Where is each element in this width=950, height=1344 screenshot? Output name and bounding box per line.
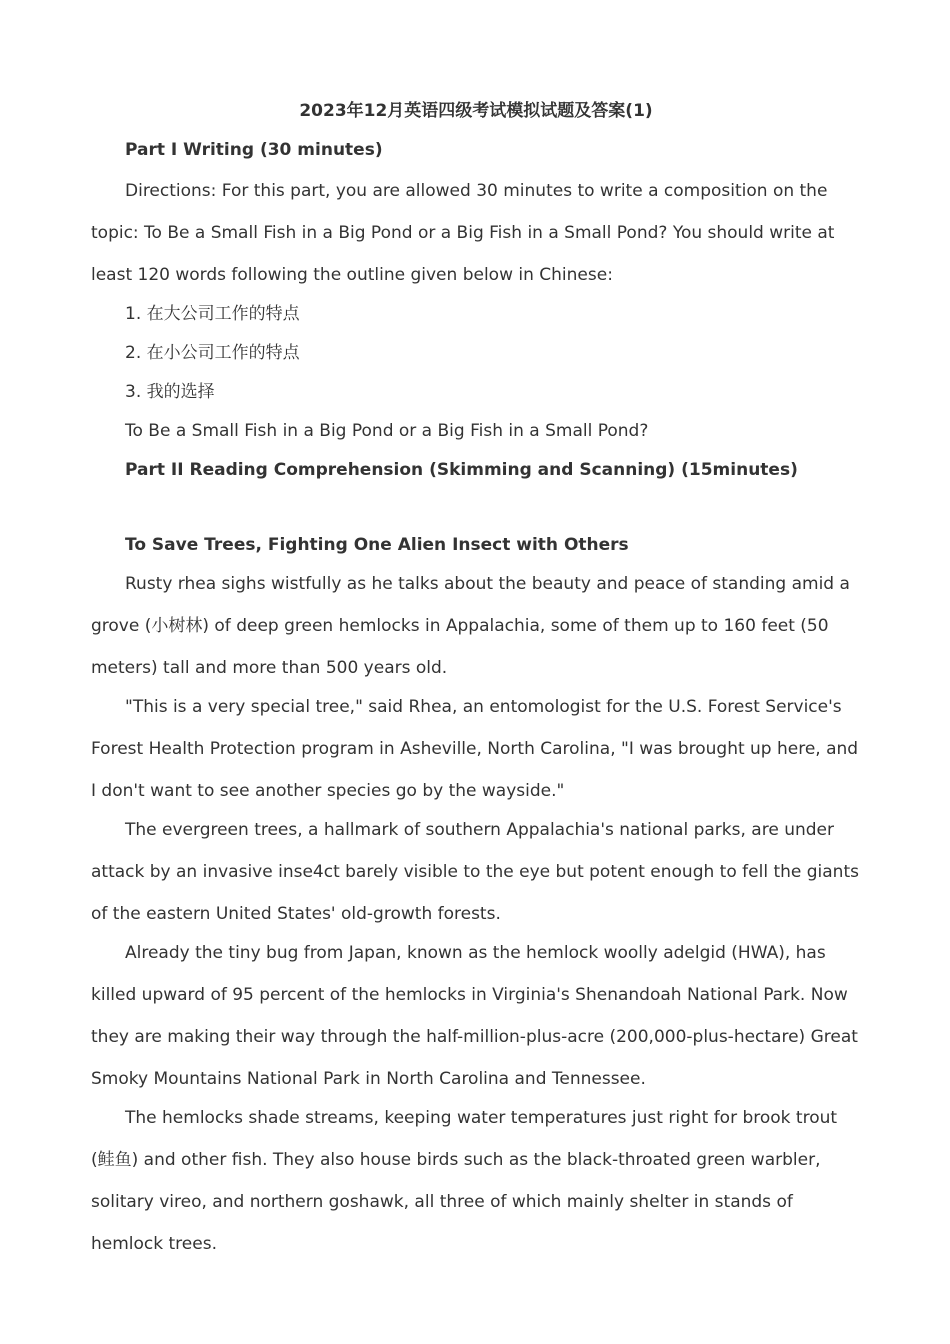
part2-heading: Part II Reading Comprehension (Skimming and Scanning) (15minutes) xyxy=(125,460,798,480)
part1-heading: Part I Writing (30 minutes) xyxy=(125,140,383,160)
document-title: 2023年12月英语四级考试模拟试题及答案(1) xyxy=(299,101,653,121)
spacer xyxy=(91,496,861,532)
outline-item-3: 3. 我的选择 xyxy=(125,382,215,402)
article-paragraph-4: Already the tiny bug from Japan, known as the hemlock woolly adelgid (HWA), has killed upward of 95 percent of the hemlocks in Virginia's Shenandoah National Park. Now they are making their way through the half-million-plus-acre (200,000-plus-hectare) Great Smoky Mountains National Park in North Carolina and Tennessee. xyxy=(91,943,858,1089)
article-paragraph-3: The evergreen trees, a hallmark of southern Appalachia's national parks, are under attack by an invasive inse4ct barely visible to the eye but potent enough to fell the giants of the eastern United States' old-growth forests. xyxy=(91,820,859,924)
article-title: To Save Trees, Fighting One Alien Insect with Others xyxy=(125,535,629,555)
article-paragraph-5: The hemlocks shade streams, keeping water temperatures just right for brook trout (鲑鱼) and other fish. They also house birds such as the black-throated green warbler, solitary vireo, and northern goshawk, all three of which mainly shelter in stands of hemlock trees. xyxy=(91,1108,838,1254)
outline-item-2: 2. 在小公司工作的特点 xyxy=(125,343,300,363)
document-page xyxy=(91,98,861,1270)
directions-paragraph: Directions: For this part, you are allowed 30 minutes to write a composition on the topic: To Be a Small Fish in a Big Pond or a Big Fish in a Small Pond? You should write at least 120 words following the outline given below in Chinese: xyxy=(91,181,835,285)
article-paragraph-1: Rusty rhea sighs wistfully as he talks about the beauty and peace of standing amid a grove (小树林) of deep green hemlocks in Appalachia, some of them up to 160 feet (50 meters) tall and more than 500 years old. xyxy=(91,574,850,678)
essay-title: To Be a Small Fish in a Big Pond or a Big Fish in a Small Pond? xyxy=(125,421,649,441)
article-paragraph-2: "This is a very special tree," said Rhea, an entomologist for the U.S. Forest Service's Forest Health Protection program in Asheville, North Carolina, "I was brought up here, and I don't want to see another species go by the wayside." xyxy=(91,697,859,801)
outline-item-1: 1. 在大公司工作的特点 xyxy=(125,304,300,324)
